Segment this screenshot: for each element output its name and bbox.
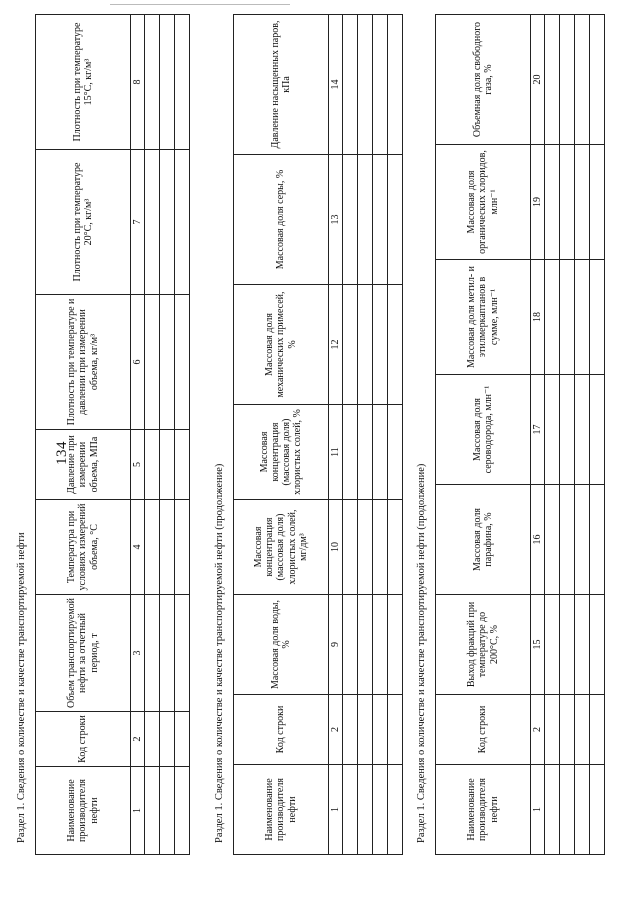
- header-cell: Наименование производителя нефти: [234, 765, 329, 855]
- table-cell[interactable]: [175, 295, 190, 430]
- header-cell: Массовая доля серы, %: [234, 155, 329, 285]
- table-cell[interactable]: [575, 595, 590, 695]
- header-cell: Массовая доля метил- и этилмеркаптанов в сумме, млн⁻¹: [436, 260, 531, 375]
- table-cell[interactable]: [560, 145, 575, 260]
- header-row: [436, 15, 531, 855]
- column-number: 17: [531, 375, 545, 485]
- table-row: [560, 15, 575, 855]
- column-number: 1: [329, 765, 343, 855]
- table-cell[interactable]: [358, 595, 373, 695]
- header-cell: Массовая доля сероводорода, млн⁻¹: [436, 375, 531, 485]
- table-cell[interactable]: [145, 595, 160, 712]
- table-cell[interactable]: [175, 500, 190, 595]
- table-cell[interactable]: [560, 695, 575, 765]
- column-number: 8: [131, 15, 145, 150]
- table-cell[interactable]: [590, 695, 605, 765]
- header-cell: Давление насыщенных паров, кПа: [234, 15, 329, 155]
- column-number: 1: [131, 767, 145, 855]
- header-row: [36, 15, 131, 855]
- table-cell[interactable]: [590, 145, 605, 260]
- header-cell: Наименование производителя нефти: [36, 767, 131, 855]
- table-cell[interactable]: [373, 765, 388, 855]
- header-cell: Наименование производителя нефти: [436, 765, 531, 855]
- table-cell[interactable]: [175, 15, 190, 150]
- table-cell[interactable]: [575, 145, 590, 260]
- table-cell[interactable]: [145, 15, 160, 150]
- table-cell[interactable]: [343, 155, 358, 285]
- table-cell[interactable]: [590, 485, 605, 595]
- table-cell[interactable]: [160, 150, 175, 295]
- header-cell: Массовая доля парафина, %: [436, 485, 531, 595]
- table-cell[interactable]: [560, 765, 575, 855]
- table-cell[interactable]: [545, 375, 560, 485]
- table-cell[interactable]: [175, 767, 190, 855]
- table-cell[interactable]: [160, 500, 175, 595]
- table-cell[interactable]: [388, 15, 403, 155]
- table-row: [590, 15, 605, 855]
- header-cell: Массовая концентрация (массовая доля) хлористых солей, %: [234, 405, 329, 500]
- table-cell[interactable]: [560, 375, 575, 485]
- table-cell[interactable]: [545, 695, 560, 765]
- table-cell[interactable]: [388, 500, 403, 595]
- table-cell[interactable]: [145, 430, 160, 500]
- table-cell[interactable]: [358, 405, 373, 500]
- table-cell[interactable]: [343, 695, 358, 765]
- column-number: 12: [329, 285, 343, 405]
- table-cell[interactable]: [560, 260, 575, 375]
- table-cell[interactable]: [160, 15, 175, 150]
- table-cell[interactable]: [545, 15, 560, 145]
- table-row: [160, 15, 175, 855]
- column-number: 20: [531, 15, 545, 145]
- table-cell[interactable]: [590, 765, 605, 855]
- scan-edge-line: [110, 4, 290, 5]
- header-cell: Температура при условиях измерений объема, °С: [36, 500, 131, 595]
- table-cell[interactable]: [160, 295, 175, 430]
- table-cell[interactable]: [145, 767, 160, 855]
- table-cell[interactable]: [160, 767, 175, 855]
- table-row: [575, 15, 590, 855]
- table-cell[interactable]: [590, 15, 605, 145]
- table-cell[interactable]: [388, 405, 403, 500]
- header-cell: Давление при измерении объема, МПа: [36, 430, 131, 500]
- table-cell[interactable]: [175, 430, 190, 500]
- table-cell[interactable]: [343, 595, 358, 695]
- header-cell: Плотность при температуре 15°С, кг/м³: [36, 15, 131, 150]
- column-number-row: [131, 15, 145, 855]
- table-cell[interactable]: [575, 765, 590, 855]
- table-cell[interactable]: [343, 285, 358, 405]
- header-cell: Плотность при температуре 20°С, кг/м³: [36, 150, 131, 295]
- column-number-row: [531, 15, 545, 855]
- header-cell: Выход фракций при температуре до 200°С, %: [436, 595, 531, 695]
- table-cell[interactable]: [358, 155, 373, 285]
- column-number: 16: [531, 485, 545, 595]
- header-cell: Массовая доля воды, %: [234, 595, 329, 695]
- column-number: 13: [329, 155, 343, 285]
- table-cell[interactable]: [575, 15, 590, 145]
- table-cell[interactable]: [560, 595, 575, 695]
- table-cell[interactable]: [373, 500, 388, 595]
- section-2-title: Раздел 1. Сведения о количестве и качестве транспортируемой нефти (продолжение): [214, 463, 225, 843]
- table-row: [388, 15, 403, 855]
- table-cell[interactable]: [545, 485, 560, 595]
- header-cell: Массовая доля органических хлоридов, млн⁻¹: [436, 145, 531, 260]
- table-cell[interactable]: [175, 712, 190, 767]
- header-cell: Объемная доля свободного газа, %: [436, 15, 531, 145]
- table-cell[interactable]: [145, 712, 160, 767]
- table-row: [545, 15, 560, 855]
- table-cell[interactable]: [590, 595, 605, 695]
- table-cell[interactable]: [575, 375, 590, 485]
- column-number: 11: [329, 405, 343, 500]
- header-cell: Код строки: [436, 695, 531, 765]
- section-1-table: [35, 14, 190, 855]
- section-3-table: [435, 14, 605, 855]
- table-cell[interactable]: [358, 285, 373, 405]
- table-cell[interactable]: [560, 485, 575, 595]
- table-cell[interactable]: [373, 285, 388, 405]
- header-cell: Объем транспортируемой нефти за отчетный период, т: [36, 595, 131, 712]
- table-cell[interactable]: [145, 295, 160, 430]
- table-cell[interactable]: [358, 765, 373, 855]
- column-number-row: [329, 15, 343, 855]
- table-cell[interactable]: [373, 695, 388, 765]
- header-cell: Плотность при температуре и давлении при измерении объема, кг/м³: [36, 295, 131, 430]
- column-number: 9: [329, 595, 343, 695]
- table-cell[interactable]: [160, 712, 175, 767]
- column-number: 15: [531, 595, 545, 695]
- column-number: 2: [131, 712, 145, 767]
- table-cell[interactable]: [358, 15, 373, 155]
- table-cell[interactable]: [373, 155, 388, 285]
- section-3-title: Раздел 1. Сведения о количестве и качестве транспортируемой нефти (продолжение): [416, 463, 427, 843]
- table-cell[interactable]: [545, 765, 560, 855]
- table-cell[interactable]: [343, 765, 358, 855]
- table-cell[interactable]: [545, 595, 560, 695]
- table-cell[interactable]: [575, 260, 590, 375]
- table-cell[interactable]: [343, 15, 358, 155]
- column-number: 7: [131, 150, 145, 295]
- section-1-title: Раздел 1. Сведения о количестве и качестве транспортируемой нефти: [16, 532, 27, 843]
- table-row: [343, 15, 358, 855]
- table-cell[interactable]: [343, 500, 358, 595]
- table-cell[interactable]: [160, 595, 175, 712]
- header-cell: Код строки: [234, 695, 329, 765]
- header-cell: Массовая концентрация (массовая доля) хлористых солей, мг/дм³: [234, 500, 329, 595]
- table-cell[interactable]: [590, 260, 605, 375]
- column-number: 6: [131, 295, 145, 430]
- column-number: 4: [131, 500, 145, 595]
- table-cell[interactable]: [145, 150, 160, 295]
- table-cell[interactable]: [545, 145, 560, 260]
- header-cell: Массовая доля механических примесей, %: [234, 285, 329, 405]
- table-cell[interactable]: [373, 15, 388, 155]
- table-cell[interactable]: [575, 695, 590, 765]
- table-row: [358, 15, 373, 855]
- table-row: [145, 15, 160, 855]
- column-number: 18: [531, 260, 545, 375]
- table-cell[interactable]: [373, 595, 388, 695]
- column-number: 2: [531, 695, 545, 765]
- table-cell[interactable]: [590, 375, 605, 485]
- table-cell[interactable]: [358, 500, 373, 595]
- column-number: 10: [329, 500, 343, 595]
- table-cell[interactable]: [388, 765, 403, 855]
- table-cell[interactable]: [560, 15, 575, 145]
- table-cell[interactable]: [388, 595, 403, 695]
- table-cell[interactable]: [358, 695, 373, 765]
- table-cell[interactable]: [175, 595, 190, 712]
- column-number: 2: [329, 695, 343, 765]
- table-cell[interactable]: [343, 405, 358, 500]
- table-cell[interactable]: [575, 485, 590, 595]
- table-cell[interactable]: [388, 285, 403, 405]
- section-2-table: [233, 14, 403, 855]
- header-row: [234, 15, 329, 855]
- table-row: [373, 15, 388, 855]
- column-number: 1: [531, 765, 545, 855]
- table-cell[interactable]: [545, 260, 560, 375]
- table-cell[interactable]: [145, 500, 160, 595]
- column-number: 3: [131, 595, 145, 712]
- table-cell[interactable]: [373, 405, 388, 500]
- column-number: 19: [531, 145, 545, 260]
- column-number: 14: [329, 15, 343, 155]
- header-cell: Код строки: [36, 712, 131, 767]
- table-cell[interactable]: [388, 155, 403, 285]
- table-cell[interactable]: [388, 695, 403, 765]
- page-number: 134: [54, 441, 70, 465]
- table-cell[interactable]: [175, 150, 190, 295]
- table-cell[interactable]: [160, 430, 175, 500]
- table-row: [175, 15, 190, 855]
- column-number: 5: [131, 430, 145, 500]
